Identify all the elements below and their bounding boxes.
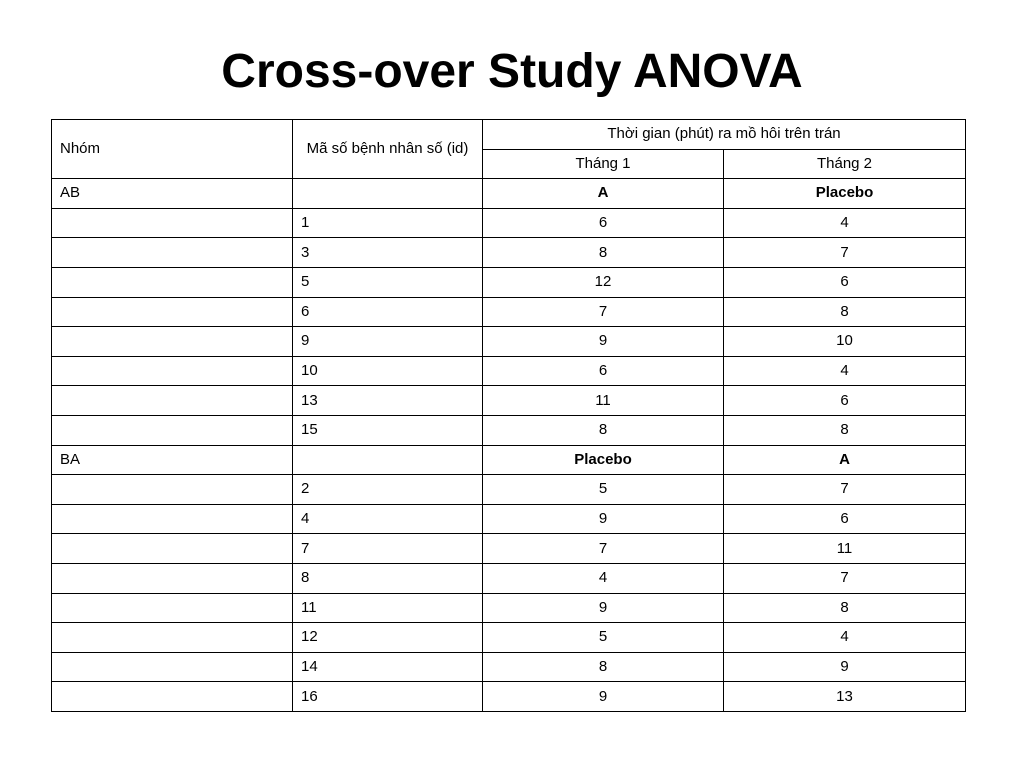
month1-value: 8 [483,652,724,682]
month2-treatment: Placebo [724,179,966,209]
table-row [52,534,966,564]
patient-id: 14 [293,652,483,682]
month2-value: 13 [724,682,966,712]
group-name: AB [52,179,293,209]
month2-value: 7 [724,475,966,505]
month1-value: 9 [483,682,724,712]
group-cell [52,238,293,268]
patient-id: 16 [293,682,483,712]
table-row [52,327,966,357]
month1-treatment: A [483,179,724,209]
patient-id: 2 [293,475,483,505]
patient-id: 10 [293,356,483,386]
patient-id: 5 [293,267,483,297]
month1-value: 8 [483,238,724,268]
group-cell [52,208,293,238]
table-row [52,386,966,416]
group-cell [52,623,293,653]
month2-value: 8 [724,593,966,623]
header-row [52,120,966,150]
month2-value: 10 [724,327,966,357]
month1-value: 11 [483,386,724,416]
month2-value: 4 [724,356,966,386]
month1-value: 4 [483,563,724,593]
time-header: Thời gian (phút) ra mồ hôi trên trán [483,120,966,150]
group-cell [52,563,293,593]
group-cell [52,267,293,297]
month2-value: 6 [724,386,966,416]
month2-value: 7 [724,238,966,268]
patient-id: 15 [293,415,483,445]
table-row [52,593,966,623]
page-title: Cross-over Study ANOVA [221,45,803,98]
table-row [52,297,966,327]
table-row [52,682,966,712]
group-header: Nhóm [52,120,293,179]
month2-value: 6 [724,504,966,534]
month2-value: 11 [724,534,966,564]
group-row [52,179,966,209]
table-row [52,563,966,593]
group-cell [52,504,293,534]
group-cell [52,652,293,682]
patient-id-header: Mã số bệnh nhân số (id) [293,120,483,179]
month2-value: 6 [724,267,966,297]
month1-value: 6 [483,356,724,386]
month1-value: 9 [483,504,724,534]
month2-value: 4 [724,208,966,238]
group-name: BA [52,445,293,475]
month1-value: 9 [483,327,724,357]
month1-value: 12 [483,267,724,297]
patient-id: 7 [293,534,483,564]
month1-value: 8 [483,415,724,445]
table-row [52,415,966,445]
group-cell [52,534,293,564]
month2-value: 9 [724,652,966,682]
month1-value: 7 [483,534,724,564]
month1-value: 6 [483,208,724,238]
month2-value: 4 [724,623,966,653]
table-row [52,356,966,386]
patient-id: 3 [293,238,483,268]
patient-id: 1 [293,208,483,238]
month1-value: 7 [483,297,724,327]
group-cell [52,475,293,505]
table-row [52,504,966,534]
table-body [52,120,966,712]
group-id-cell [293,445,483,475]
group-cell [52,682,293,712]
group-cell [52,356,293,386]
group-cell [52,415,293,445]
month1-treatment: Placebo [483,445,724,475]
month2-value: 8 [724,415,966,445]
month1-header: Tháng 1 [483,149,724,179]
table-row [52,652,966,682]
month2-treatment: A [724,445,966,475]
group-cell [52,327,293,357]
month2-value: 8 [724,297,966,327]
month1-value: 5 [483,623,724,653]
patient-id: 11 [293,593,483,623]
month2-header: Tháng 2 [724,149,966,179]
group-cell [52,386,293,416]
patient-id: 6 [293,297,483,327]
month2-value: 7 [724,563,966,593]
table-row [52,238,966,268]
month1-value: 9 [483,593,724,623]
table-row [52,475,966,505]
month1-value: 5 [483,475,724,505]
patient-id: 12 [293,623,483,653]
table-row [52,208,966,238]
patient-id: 8 [293,563,483,593]
data-table [51,119,966,712]
table-row [52,623,966,653]
group-cell [52,593,293,623]
group-row [52,445,966,475]
patient-id: 13 [293,386,483,416]
table-row [52,267,966,297]
patient-id: 4 [293,504,483,534]
patient-id: 9 [293,327,483,357]
group-id-cell [293,179,483,209]
group-cell [52,297,293,327]
